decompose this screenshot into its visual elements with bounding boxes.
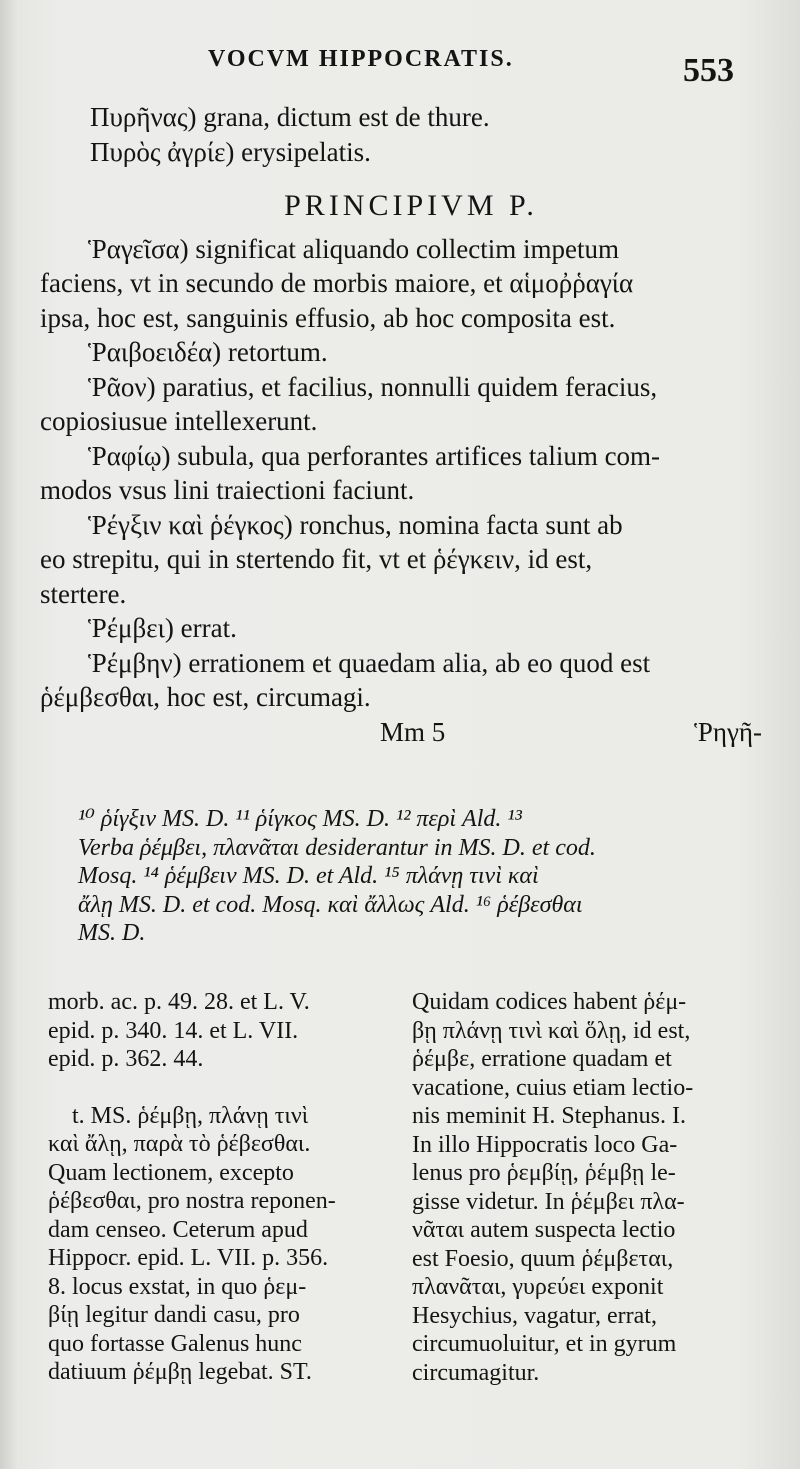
notes-column-left [48,988,402,1387]
section-heading: PRINCIPIVM P. [284,189,538,222]
note-line: Quidam codices habent ῥέμ- [412,989,687,1015]
note-line: lenus pro ῥεμβίῃ, ῥέμβῃ le- [412,1160,676,1186]
entry-line: stertere. [40,578,127,609]
note-line: t. MS. ῥέμβῃ, πλάνῃ τινὶ [72,1102,309,1129]
entry-line: ῥέμβεσθαι, hoc est, circumagi. [40,682,371,712]
entry-line: Ῥέγξιν καὶ ῥέγκος) ronchus, nomina facta sunt ab [88,509,623,540]
note-line: dam censeo. Ceterum apud [48,1216,308,1243]
note-line: vacatione, cuius etiam lectio- [412,1074,694,1101]
running-title: VOCVM HIPPOCRATIS. [208,46,514,72]
footnote-line: ἄλῃ MS. D. et cod. Mosq. καὶ ἄλλως Ald. ¹⁶ ῥέβεσθαι [78,891,583,918]
page-number: 553 [683,52,734,89]
entry-line: Ῥέμβει) errat. [88,613,237,643]
footnotes [78,805,768,948]
note-line: In illo Hippocratis loco Ga- [412,1131,678,1158]
entry-line: Ῥέμβην) errationem et quaedam alia, ab eo quod est [88,647,651,678]
note-line: Quam lectionem, excepto [48,1159,294,1186]
signature-line [40,715,762,750]
entry-line: Ῥαγεῖσα) significat aliquando collectim impetum [88,233,620,264]
note-line: morb. ac. p. 49. 28. et L. V. [48,989,310,1015]
note-line: epid. p. 362. 44. [48,1046,204,1072]
note-line: βῃ πλάνῃ τινὶ καὶ ὅλῃ, id est, [412,1017,691,1044]
entry-line: copiosiusue intellexerunt. [40,406,318,436]
footnote-line: MS. D. [78,920,146,946]
entry-line: Ῥᾶον) paratius, et facilius, nonnulli quidem feracius, [88,371,658,402]
main-text [40,100,762,749]
signature-mark: Mm 5 [380,716,446,747]
footnote-line: Verba ῥέμβει, πλανᾶται desiderantur in MS. D. et cod. [78,834,596,861]
note-line: Hippocr. epid. L. VII. p. 356. [48,1245,329,1271]
note-line: nis meminit H. Stephanus. I. [412,1103,686,1129]
note-line: quo fortasse Galenus hunc [48,1330,302,1357]
entry-line: modos vsus lini traiectioni faciunt. [40,475,415,505]
footnote-line: ¹⁰ ῥίγξιν MS. D. ¹¹ ῥίγκος MS. D. ¹² περὶ Ald. ¹³ [78,806,522,832]
text-line: Πυρὸς ἀγρίε) erysipelatis. [90,136,371,167]
note-line: 8. locus exstat, in quo ῥεμ- [48,1273,307,1300]
note-line: circumuoluitur, et in gyrum [412,1331,677,1357]
footnote-line: Mosq. ¹⁴ ῥέμβειν MS. D. et Ald. ¹⁵ πλάνῃ τινὶ καὶ [78,863,539,889]
note-line: ῥέμβε, erratione quadam et [412,1046,672,1072]
entry-line: eo strepitu, qui in stertendo fit, vt et ῥέγκειν, id est, [40,544,593,574]
note-line: πλανᾶται, γυρεύει exponit [412,1274,664,1300]
entry-line: faciens, vt in secundo de morbis maiore, et αἱμοῤῥαγία [40,268,634,298]
text-line: Πυρῆνας) grana, dictum est de thure. [90,102,490,132]
catchword: Ῥηγῆ- [694,716,762,747]
note-line: gisse videtur. In ῥέμβει πλα- [412,1188,685,1215]
note-line: βίῃ legitur dandi casu, pro [48,1302,300,1328]
note-line: est Foesio, quum ῥέμβεται, [412,1245,674,1272]
note-line: καὶ ἄλῃ, παρὰ τὸ ῥέβεσθαι. [48,1131,311,1157]
note-line: datiuum ῥέμβῃ legebat. ST. [48,1359,312,1385]
page-header [0,40,800,90]
note-line: circumagitur. [412,1359,540,1386]
notes-column-right [412,988,766,1387]
note-line: νᾶται autem suspecta lectio [412,1217,676,1243]
entry-line: ipsa, hoc est, sanguinis effusio, ab hoc composita est. [40,302,616,333]
note-line: ῥέβεσθαι, pro nostra reponen- [48,1188,336,1214]
entry-line: Ῥαιβοειδέα) retortum. [88,337,328,367]
note-line: epid. p. 340. 14. et L. VII. [48,1017,299,1044]
entry-line: Ῥαφίῳ) subula, qua perforantes artifices talium com- [88,440,661,471]
note-line: Hesychius, vagatur, errat, [412,1302,657,1329]
